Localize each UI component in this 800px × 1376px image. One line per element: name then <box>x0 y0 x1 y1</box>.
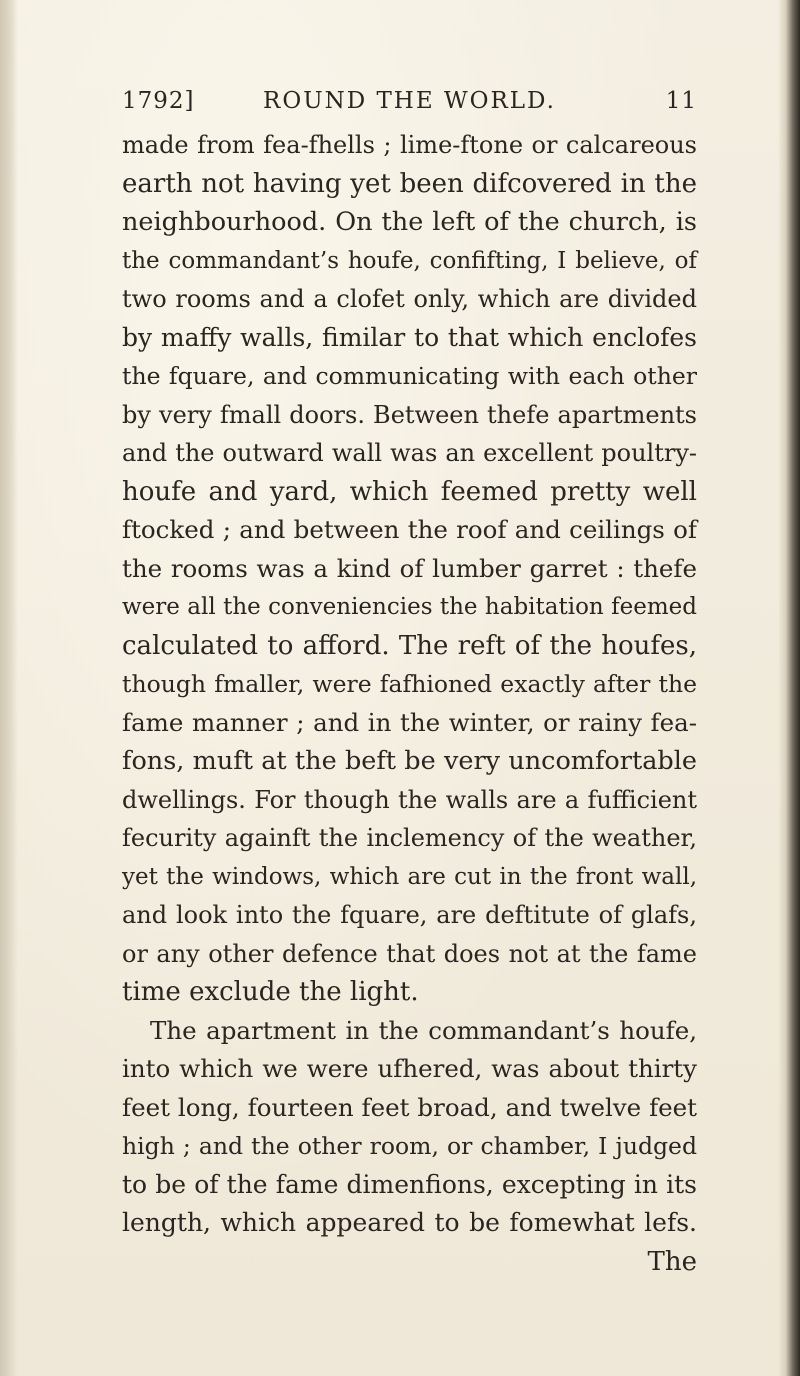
text-line: and look into the fquare, are deftitute of glafs, <box>122 901 697 929</box>
text-line: houfe and yard, which feemed pretty well <box>122 476 697 507</box>
running-title: ROUND THE WORLD. <box>263 88 556 114</box>
paragraph-end-line: time exclude the light. <box>122 977 419 1007</box>
text-line: fons, muft at the beft be very uncomfortable <box>122 746 697 776</box>
text-line: were all the conveniencies the habitation feemed <box>122 594 697 620</box>
text-line: the rooms was a kind of lumber garret : thefe <box>122 553 697 583</box>
text-line: yet the windows, which are cut in the front wall, <box>122 863 697 890</box>
text-line: or any other defence that does not at the fame <box>122 939 697 968</box>
text-line: dwellings. For though the walls are a fufficient <box>122 785 697 814</box>
catchword: The <box>647 1246 697 1277</box>
text-line: earth not having yet been difcovered in the <box>122 168 697 199</box>
text-line: made from fea-fhells ; lime-ftone or calcareous <box>122 131 697 159</box>
text-line: ftocked ; and between the roof and ceilings of <box>122 515 697 544</box>
text-line: to be of the fame dimenfions, excepting in its <box>122 1169 697 1199</box>
text-line: neighbourhood. On the left of the church, is <box>122 207 697 237</box>
paragraph-start-line: The apartment in the commandant’s houfe, <box>150 1015 697 1045</box>
page-number: 11 <box>665 88 697 114</box>
text-line: fame manner ; and in the winter, or rainy fea- <box>122 707 697 737</box>
text-line: the commandant’s houfe, confifting, I believe, of <box>122 247 697 274</box>
text-line: into which we were ufhered, was about thirty <box>122 1054 697 1083</box>
text-line: feet long, fourteen feet broad, and twelve feet <box>122 1092 697 1122</box>
text-line: the fquare, and communicating with each other <box>122 362 697 390</box>
text-line: fecurity againft the inclemency of the weather, <box>122 824 697 852</box>
header-year: 1792] <box>122 88 195 114</box>
running-header <box>122 88 697 120</box>
text-line: length, which appeared to be fomewhat lefs. <box>122 1208 697 1237</box>
body-text <box>122 126 697 1281</box>
text-line: two rooms and a clofet only, which are divided <box>122 285 697 313</box>
binding-gutter <box>0 0 18 1376</box>
text-line: and the outward wall was an excellent poultry- <box>122 439 697 467</box>
text-line: high ; and the other room, or chamber, I judged <box>122 1132 697 1160</box>
text-line: though fmaller, were fafhioned exactly after the <box>122 670 697 698</box>
page-edge-shadow <box>778 0 800 1376</box>
text-line: calculated to afford. The reft of the houfes, <box>122 630 697 661</box>
text-line: by maffy walls, fimilar to that which enclofes <box>122 322 697 352</box>
text-line: by very fmall doors. Between thefe apartments <box>122 400 697 429</box>
